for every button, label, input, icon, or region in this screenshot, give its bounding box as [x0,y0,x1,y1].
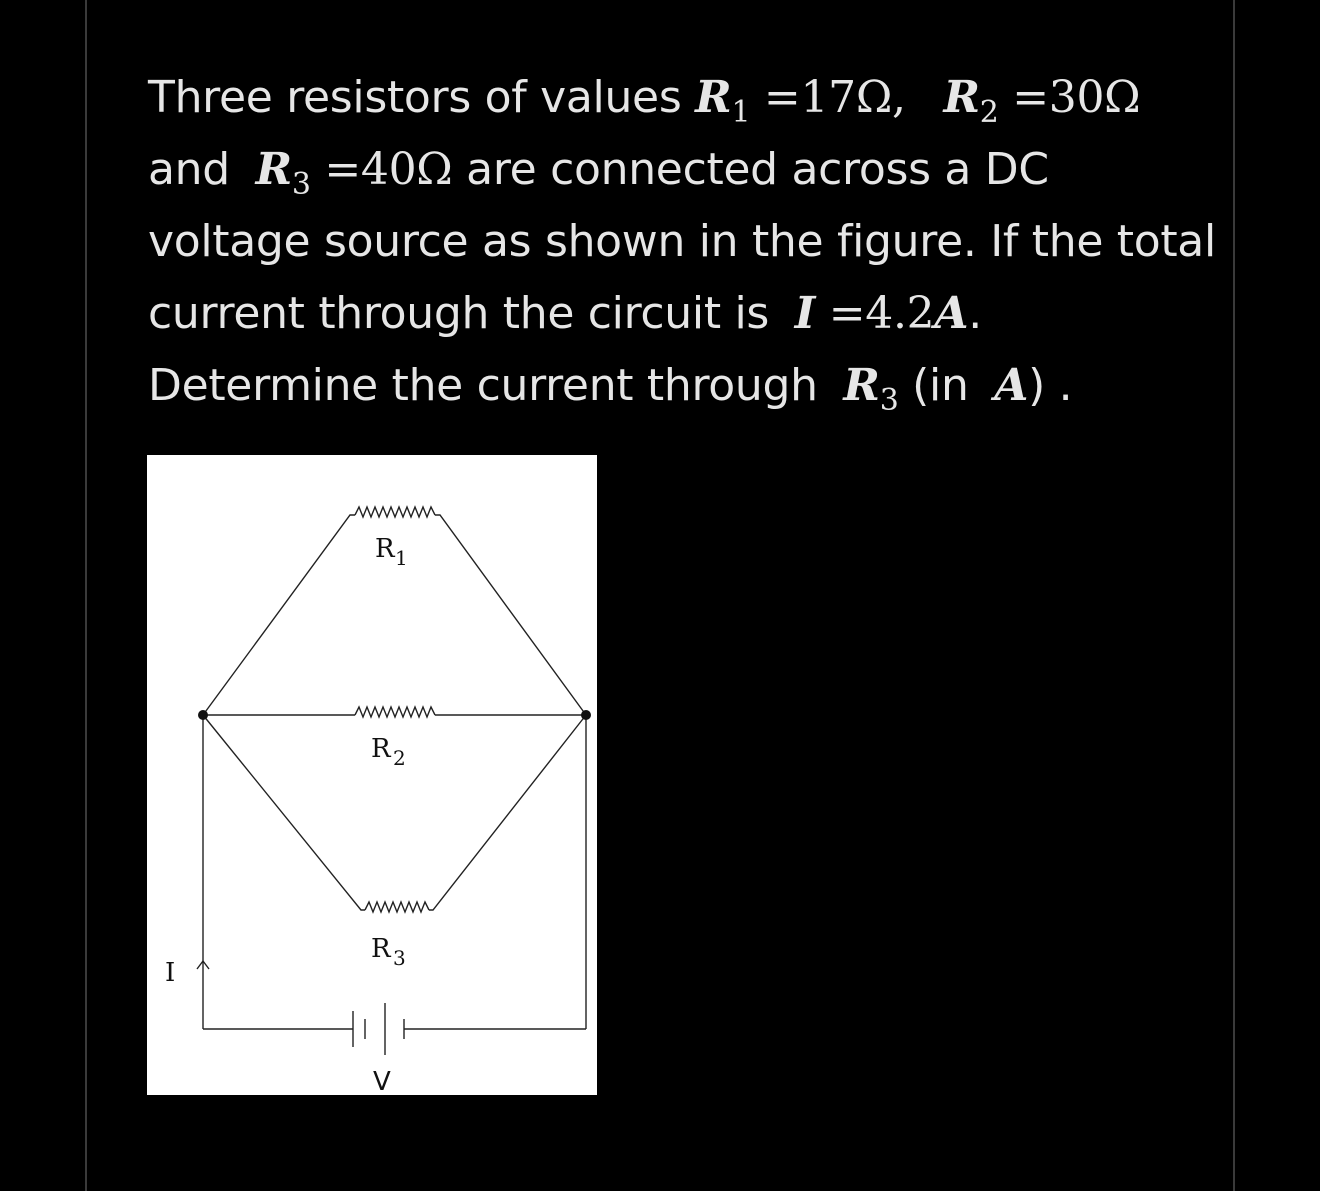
question-text-segment: . [968,288,982,339]
left-divider [85,0,87,1191]
r1-resistor [355,507,435,517]
question-text [148,62,1216,422]
r3-label: R [371,934,391,964]
r2-symbol: R [943,72,980,123]
r1-label: R [375,534,395,564]
junction-right [581,710,591,720]
question-text-segment: current through the circuit is [148,288,783,339]
current-symbol: I [794,288,815,339]
r1-symbol: R [695,72,732,123]
r2-label-subscript: 2 [393,746,406,770]
question-line-5 [148,350,1208,422]
r2-value: =30Ω [1012,72,1141,123]
r2-subscript: 2 [979,95,999,130]
question-text-segment: ) . [1028,360,1073,411]
question-line-3 [148,206,1216,278]
r3-symbol: R [843,360,880,411]
r3-resistor [365,902,429,912]
wire-r3-to-right [429,715,586,910]
right-divider [1233,0,1235,1191]
r3-value: =40Ω [324,144,453,195]
question-text-segment: and [148,144,244,195]
wire-r1-to-right [435,515,586,715]
question-text-segment: Three resistors of values [148,72,696,123]
question-text-segment: (in [898,360,983,411]
r3-subscript: 3 [879,383,899,418]
circuit-figure [147,455,597,1095]
ampere-unit: A [934,288,969,339]
junction-left [198,710,208,720]
question-text-segment: voltage source as shown in the figure. If the total [148,216,1216,267]
r2-label: R [371,734,391,764]
r2-resistor [355,707,435,717]
current-label: I [165,958,176,988]
question-line-1 [148,62,1208,134]
circuit-diagram [147,455,597,1095]
source-label: V [373,1067,391,1095]
r3-subscript: 3 [291,167,311,202]
wire-left-to-r3 [203,715,365,910]
r1-value: =17Ω, [763,72,906,123]
ampere-unit: A [994,360,1029,411]
current-value: =4.2 [828,288,935,339]
question-text-segment: Determine the current through [148,360,832,411]
wire-left-to-r1 [203,515,355,715]
question-text-segment: are connected across a DC [452,144,1049,195]
question-line-2 [148,134,1208,206]
r3-label-subscript: 3 [393,946,406,970]
r3-symbol: R [255,144,292,195]
question-line-4 [148,278,1208,350]
r1-label-subscript: 1 [395,546,408,570]
r1-subscript: 1 [731,95,751,130]
